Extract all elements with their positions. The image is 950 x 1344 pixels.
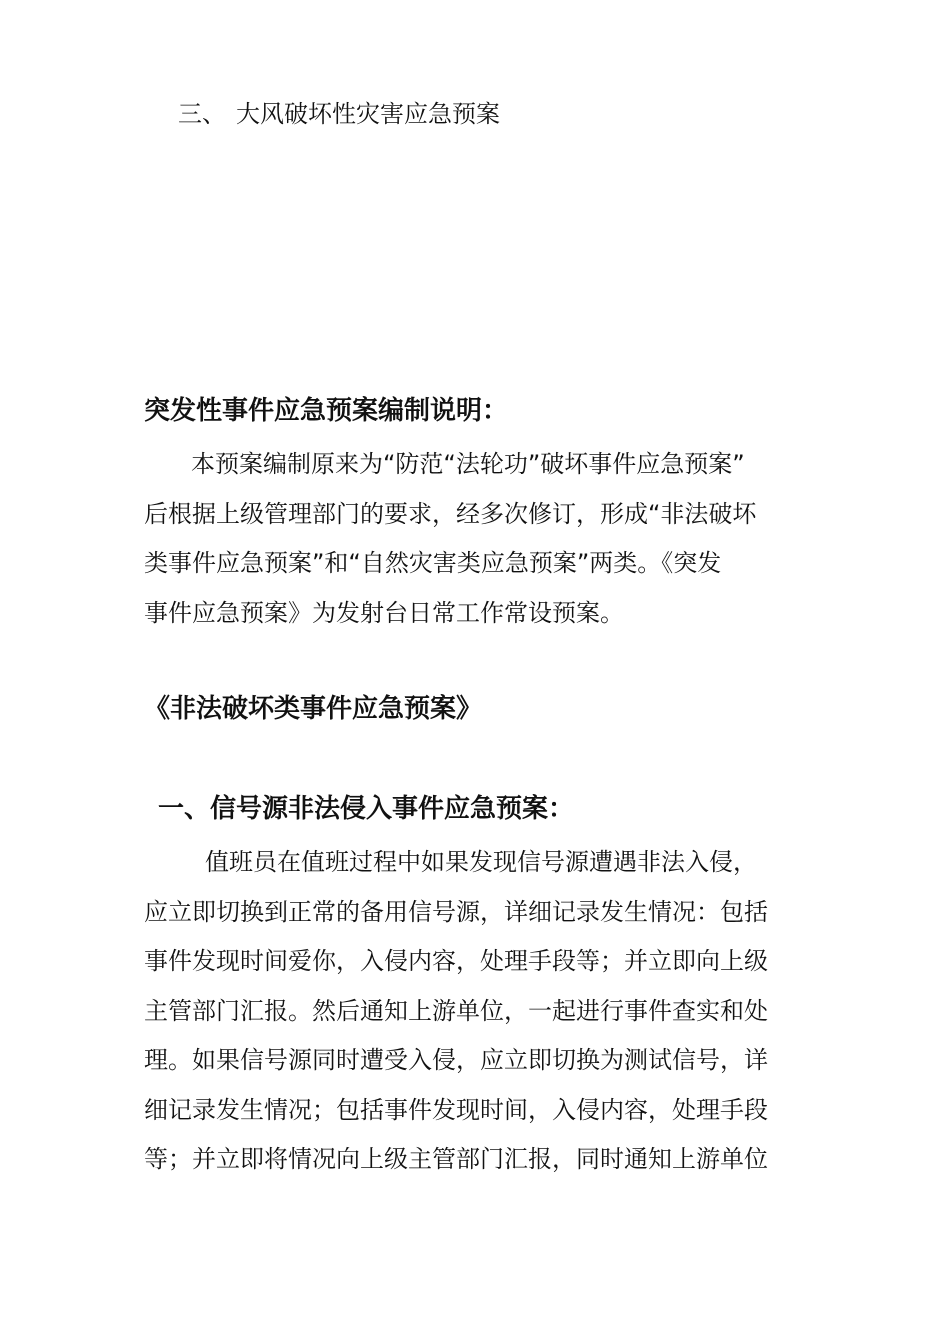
section1-line: 值班员在值班过程中如果发现信号源遭遇非法入侵， <box>205 848 757 876</box>
section1-line: 主管部门汇报。然后通知上游单位，一起进行事件查实和处 <box>144 996 768 1025</box>
intro-line: 类事件应急预案”和“自然灾害类应急预案”两类。《突发 <box>144 549 722 577</box>
intro-paragraph <box>144 440 808 638</box>
toc-item-three <box>178 96 500 132</box>
document-title: 《非法破坏类事件应急预案》 <box>144 694 483 724</box>
intro-line: 本预案编制原来为“防范“法轮功”破坏事件应急预案” <box>191 450 745 478</box>
intro-line: 后根据上级管理部门的要求，经多次修订，形成“非法破坏 <box>144 499 757 528</box>
section1-line: 应立即切换到正常的备用信号源，详细记录发生情况：包括 <box>144 897 768 926</box>
section1-line: 理。如果信号源同时遭受入侵，应立即切换为测试信号，详 <box>144 1046 768 1074</box>
section1-paragraph <box>144 838 808 1185</box>
toc-item-number: 三、 <box>178 100 226 128</box>
intro-heading: 突发性事件应急预案编制说明： <box>144 396 509 426</box>
section1-line: 事件发现时间爱你，入侵内容，处理手段等；并立即向上级 <box>144 947 768 975</box>
section1-line: 细记录发生情况；包括事件发现时间，入侵内容，处理手段 <box>144 1095 768 1124</box>
toc-item-title: 大风破坏性灾害应急预案 <box>236 100 500 128</box>
intro-line: 事件应急预案》为发射台日常工作常设预案。 <box>144 598 624 627</box>
section1-line: 等；并立即将情况向上级主管部门汇报，同时通知上游单位 <box>144 1145 768 1173</box>
section1-heading: 一、信号源非法侵入事件应急预案： <box>158 794 575 824</box>
